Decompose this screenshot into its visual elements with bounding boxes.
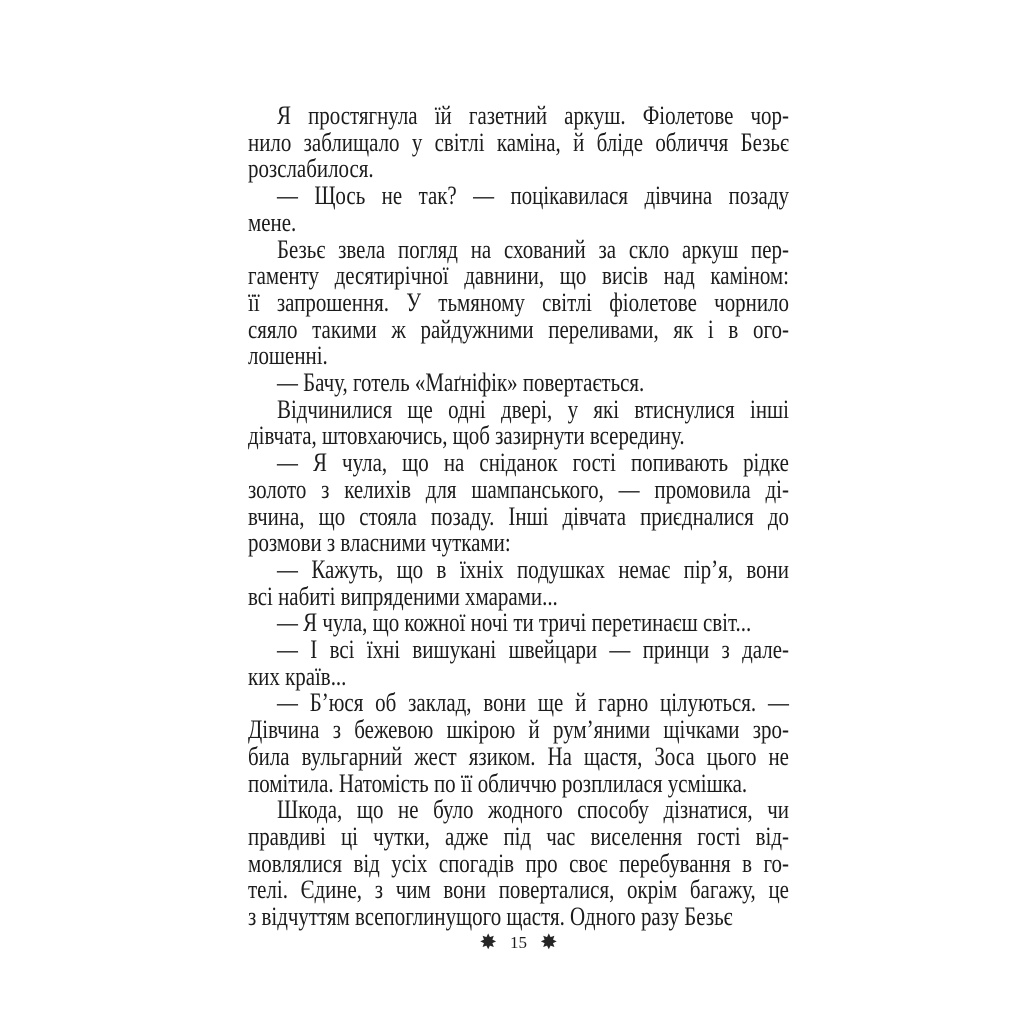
star-ornament-left-icon: ✸: [479, 930, 497, 954]
text-line: вчина, що стояла позаду. Інші дівчата приєдналися до: [248, 501, 789, 531]
text-line: всі набиті випряденими хмарами...: [248, 581, 558, 611]
text-line: гаменту десятирічної давнини, що висів над каміном:: [248, 261, 789, 291]
text-line: — Бачу, готель «Маґніфік» повертається.: [276, 368, 645, 398]
page-number: 15: [510, 933, 527, 952]
text-line: її запрошення. У тьмяному світлі фіолетове чорнило: [248, 287, 789, 317]
text-line: — Б’юся об заклад, вони ще й гарно цілуються. —: [276, 688, 789, 718]
text-line: Я простягнула їй газетний аркуш. Фіолетове чор-: [276, 101, 789, 130]
text-line: правдиві ці чутки, адже під час виселення гості від-: [248, 821, 789, 851]
page-footer: [248, 932, 789, 953]
text-line: золото з келихів для шампанського, — промовила ді-: [248, 474, 789, 504]
paragraph: [248, 450, 789, 557]
body-text-block: [248, 103, 789, 931]
text-line: — Я чула, що на сніданок гості попивають рідке: [276, 448, 789, 478]
text-line: ких країв...: [248, 661, 347, 691]
paragraph: [248, 103, 789, 183]
text-line: била вульгарний жест язиком. На щастя, Зоса цього не: [248, 741, 789, 771]
text-line: мене.: [248, 207, 297, 237]
paragraph: [248, 797, 789, 931]
text-line: — Я чула, що кожної ночі ти тричі перетинаєш світ...: [276, 608, 752, 638]
text-line: — І всі їхні вишукані швейцари — принци з дале-: [276, 635, 789, 665]
text-line: Дівчина з бежевою шкірою й рум’яними щічками зро-: [248, 715, 789, 745]
text-line: мовлялися від усіх спогадів про своє перебування в го-: [248, 848, 789, 878]
text-line: телі. Єдине, з чим вони поверталися, окрім багажу, це: [248, 875, 789, 905]
paragraph: [248, 370, 789, 397]
text-line: дівчата, штовхаючись, щоб зазирнути всередину.: [248, 421, 685, 451]
star-ornament-right-icon: ✸: [540, 930, 558, 954]
text-line: Безьє звела погляд на схований за скло аркуш пер-: [276, 234, 789, 264]
paragraph: [248, 394, 789, 451]
text-line: з відчуттям всепоглинущого щастя. Одного разу Безьє: [248, 902, 733, 932]
paragraph: [248, 690, 789, 797]
text-line: розслабилося.: [248, 154, 374, 184]
paragraph: [248, 610, 789, 637]
text-line: лошенні.: [248, 341, 328, 371]
text-line: — Кажуть, що в їхніх подушках немає пір’я, вони: [276, 554, 789, 584]
text-line: Відчинилися ще одні двері, у які втиснулися інші: [276, 394, 789, 424]
text-line: нило заблищало у світлі каміна, й бліде обличчя Безьє: [248, 127, 789, 157]
text-line: Шкода, що не було жодного способу дізнатися, чи: [276, 795, 789, 825]
text-line: сяяло такими ж райдужними переливами, як і в ого-: [248, 314, 789, 344]
text-line: — Щось не так? — поцікавилася дівчина позаду: [276, 181, 789, 211]
text-line: розмови з власними чутками:: [248, 528, 511, 558]
paragraph: [248, 637, 789, 690]
paragraph: [248, 234, 789, 371]
paragraph: [248, 554, 789, 611]
paragraph: [248, 183, 789, 236]
text-line: помітила. Натомість по її обличчю розплилася усмішка.: [248, 768, 748, 798]
